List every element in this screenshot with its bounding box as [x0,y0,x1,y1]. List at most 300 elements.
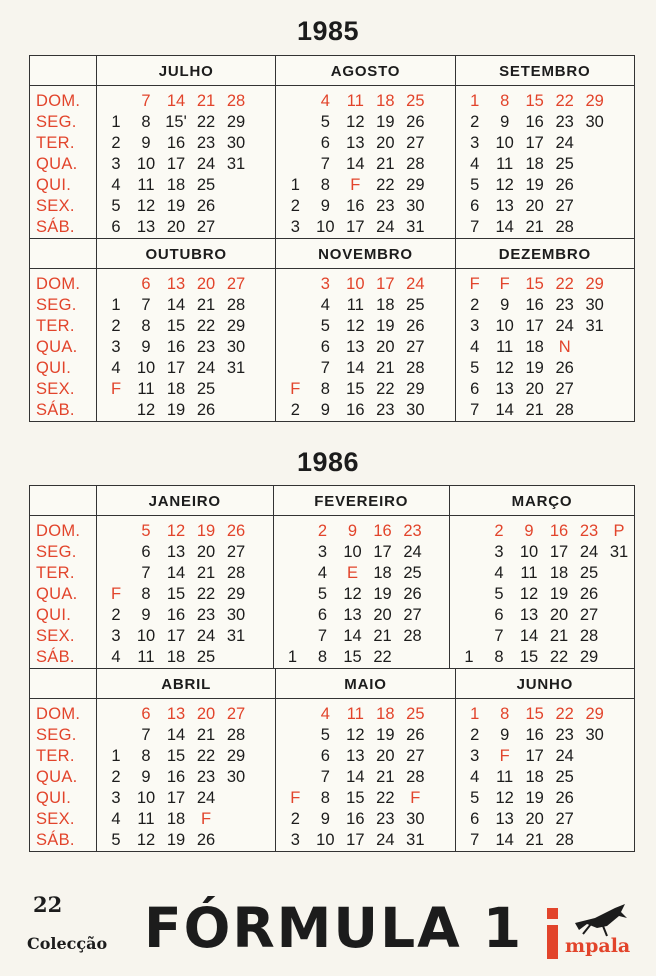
date-cell: 6 [141,543,151,561]
date-cell [101,725,131,746]
collection-label: Colecção [27,934,108,953]
date-cell: 3 [470,747,480,765]
date-cell [221,175,251,196]
date-cell: 23 [196,338,216,356]
weekday-row [276,154,454,175]
date-cell [280,725,310,746]
day-names-column [30,56,97,238]
weekday-row [97,725,275,746]
date-cell: 6 [320,134,330,152]
date-cell: 6 [470,197,480,215]
date-cell: 28 [555,218,574,236]
weekday-row [97,647,273,668]
date-cell: 10 [136,627,156,645]
date-cell: 21 [196,296,216,314]
date-cell: 3 [317,543,328,561]
date-cell: 3 [320,275,330,293]
date-cell: 4 [111,810,121,828]
date-cell: 25 [403,564,422,582]
month-name: MARÇO [450,486,634,516]
date-cell: 12 [166,522,186,540]
date-cell: 28 [226,564,246,582]
weekday-row [276,725,454,746]
month-name: AGOSTO [276,56,454,86]
month-abril [97,669,275,851]
day-name-label: TER. [36,747,75,765]
month-agosto [275,56,454,238]
date-cell: 13 [346,134,365,152]
date-cell: 22 [549,648,569,666]
date-cell: 2 [317,522,328,540]
date-cell: 21 [373,627,392,645]
date-cell [580,746,610,767]
date-cell: 8 [500,705,510,723]
date-cell [604,605,634,626]
date-cell: 2 [470,726,480,744]
date-cell [221,379,251,400]
date-cell: 17 [166,155,186,173]
date-cell: 26 [406,726,425,744]
date-cell: 23 [555,296,574,314]
date-cell: 27 [226,543,246,561]
date-cell: 1 [290,176,300,194]
weekday-row [97,337,275,358]
date-cell [280,746,310,767]
date-cell [454,605,484,626]
day-name-label: QUA. [36,585,78,603]
date-cell: 21 [196,726,216,744]
date-cell: 22 [376,176,395,194]
weekday-row [456,830,634,851]
date-cell: 19 [525,789,544,807]
date-cell: 8 [320,380,330,398]
date-cell: 14 [495,218,514,236]
date-cell: 1 [470,92,480,110]
date-cell: 11 [137,810,155,828]
date-cell: 18 [549,564,569,582]
date-cell: 10 [346,275,365,293]
date-cell [278,542,308,563]
weekday-row [276,767,454,788]
date-cell: 4 [470,768,480,786]
date-cell: 31 [226,359,246,377]
date-cell: 26 [555,359,574,377]
month-name: FEVEREIRO [274,486,450,516]
weekday-row [456,400,634,421]
weekday-row [456,767,634,788]
weekday-row [97,809,275,830]
date-cell: 8 [494,648,504,666]
date-cell: 25 [555,155,574,173]
date-cell: 27 [579,606,599,624]
weekday-row [276,746,454,767]
date-cell: 27 [403,606,422,624]
date-cell: 19 [166,831,186,849]
date-cell: 22 [376,789,395,807]
weekday-row [97,91,275,112]
collection-number: 22 [33,892,63,917]
date-cell: 12 [346,317,365,335]
date-cell: 21 [376,359,395,377]
date-cell: 30 [406,401,425,419]
weekday-row [97,358,275,379]
date-cell [580,217,610,238]
date-cell: 20 [196,275,216,293]
date-cell: 4 [111,359,121,377]
weekday-row [450,647,634,668]
date-cell [221,196,251,217]
date-cell: 10 [495,134,514,152]
date-cell: 17 [525,747,544,765]
date-cell: 11 [496,338,514,356]
date-cell: 7 [320,768,330,786]
date-cell: 14 [495,831,514,849]
month-name: DEZEMBRO [456,239,634,269]
date-cell: 17 [549,543,569,561]
day-name-label: QUI. [36,176,72,194]
date-cell [454,584,484,605]
date-cell: 20 [373,606,392,624]
month-name: JUNHO [456,669,634,699]
date-cell: 23 [196,606,216,624]
date-cell: 16 [346,197,365,215]
date-cell: 26 [579,585,599,603]
date-cell [580,154,610,175]
weekday-row [276,175,454,196]
date-cell: 19 [376,317,395,335]
day-name-label: SÁB. [36,401,75,419]
weekday-row [97,274,275,295]
date-cell: 13 [166,543,186,561]
weekday-row [450,521,634,542]
date-cell: 2 [290,810,300,828]
date-cell: 8 [141,113,151,131]
weekday-row [456,295,634,316]
date-cell: 23 [403,522,422,540]
date-cell [101,400,131,421]
date-cell [604,626,634,647]
date-cell: 23 [196,134,216,152]
weekday-row [456,274,634,295]
date-cell: 17 [166,359,186,377]
date-cell: 8 [141,747,151,765]
date-cell: 14 [343,627,362,645]
date-cell: 29 [226,317,246,335]
date-cell: 22 [196,317,216,335]
date-cell: 25 [196,176,216,194]
month-junho [455,669,634,851]
date-cell: 22 [196,747,216,765]
date-cell: 10 [343,543,362,561]
date-cell: 16 [166,606,186,624]
date-cell: 25 [196,380,216,398]
date-cell: 12 [346,113,365,131]
date-cell: 7 [470,218,480,236]
day-name-label: DOM. [36,92,81,110]
date-cell: 30 [406,197,425,215]
date-cell: 2 [470,296,480,314]
month-name: JULHO [97,56,275,86]
date-cell: 15 [166,747,186,765]
month-name: ABRIL [97,669,275,699]
date-cell: 17 [166,627,186,645]
date-cell: 3 [470,317,480,335]
date-cell [278,584,308,605]
weekday-row [97,316,275,337]
brand-title: FÓRMULA 1 [144,896,524,960]
date-cell: 12 [136,197,156,215]
weekday-row [276,133,454,154]
day-names-column [30,239,97,421]
weekday-row [450,605,634,626]
weekday-row [276,316,454,337]
date-cell [278,605,308,626]
date-cell: 15 [346,789,365,807]
date-cell [280,358,310,379]
date-cell: 19 [166,197,186,215]
date-cell [221,647,251,668]
date-cell: 20 [376,338,395,356]
date-cell: 31 [226,627,246,645]
date-cell: 16 [346,810,365,828]
weekday-row [276,830,454,851]
weekday-row [456,358,634,379]
day-names-column [30,486,97,668]
date-cell [280,133,310,154]
date-cell: 15 [525,275,544,293]
weekday-row [450,563,634,584]
date-cell: 27 [226,705,246,723]
weekday-row [97,746,275,767]
date-cell [580,133,610,154]
date-cell: 12 [136,401,156,419]
date-cell: 6 [141,705,151,723]
date-cell: 12 [495,789,514,807]
date-cell: 5 [320,726,330,744]
date-cell: 7 [141,564,151,582]
date-cell: 19 [373,585,392,603]
date-cell: 17 [373,543,392,561]
date-cell [280,704,310,725]
date-cell: 25 [196,648,216,666]
date-cell: 21 [196,92,216,110]
date-cell: 14 [519,627,539,645]
date-cell [580,358,610,379]
calendar-1986 [29,485,635,852]
date-cell: 7 [320,155,330,173]
date-cell: 18 [166,176,186,194]
date-cell: 11 [346,92,364,110]
date-cell: 15' [165,113,187,131]
date-cell [280,767,310,788]
date-cell: 24 [406,275,425,293]
date-cell [580,830,610,851]
date-cell: 22 [196,113,216,131]
date-cell: 29 [585,705,604,723]
weekday-row [97,112,275,133]
date-cell: 3 [494,543,504,561]
date-cell [101,91,131,112]
date-cell: 4 [470,338,480,356]
date-cell: 16 [346,401,365,419]
date-cell: 4 [317,564,328,582]
date-cell [604,647,634,668]
calendar-1985 [29,55,635,422]
date-cell: 27 [226,275,246,293]
weekday-row [97,767,275,788]
date-cell: 18 [525,155,544,173]
date-cell: 10 [136,359,156,377]
date-cell: 10 [136,789,156,807]
date-cell: 9 [141,338,151,356]
date-cell [580,400,610,421]
date-cell: 27 [555,380,574,398]
date-cell: 29 [226,747,246,765]
date-cell [280,154,310,175]
month-setembro [455,56,634,238]
date-cell: F [110,585,122,603]
date-cell: 15 [166,585,186,603]
weekday-row [274,521,450,542]
date-cell [580,337,610,358]
date-cell: 9 [320,401,330,419]
date-cell: 21 [376,768,395,786]
date-cell: 24 [196,789,216,807]
weekday-row [97,379,275,400]
weekday-row [97,830,275,851]
date-cell: 4 [320,92,330,110]
date-cell: 23 [555,726,574,744]
date-cell: 14 [346,359,365,377]
date-cell [280,295,310,316]
date-cell: 11 [346,296,364,314]
weekday-row [97,788,275,809]
date-cell: 10 [495,317,514,335]
date-cell: 30 [406,810,425,828]
date-cell: 18 [525,768,544,786]
date-cell: 9 [141,606,151,624]
month-name: JANEIRO [97,486,273,516]
date-cell: 22 [373,648,392,666]
day-name-label: SEX. [36,810,75,828]
date-cell: 13 [166,275,186,293]
date-cell: 19 [549,585,569,603]
date-cell: 15 [346,380,365,398]
weekday-row [276,379,454,400]
date-cell: 8 [320,789,330,807]
date-cell: 4 [320,296,330,314]
date-cell: 25 [406,92,425,110]
date-cell: 18 [166,380,186,398]
date-cell: 6 [317,606,328,624]
date-cell: 17 [525,134,544,152]
date-cell: 5 [317,585,328,603]
day-name-label: SÁB. [36,648,75,666]
date-cell: 28 [555,401,574,419]
date-cell [580,379,610,400]
date-cell: F [410,789,421,807]
weekday-row [450,584,634,605]
date-cell: 29 [226,585,246,603]
day-name-label: QUA. [36,155,78,173]
date-cell: 2 [494,522,504,540]
date-cell: 10 [316,831,335,849]
date-cell: 19 [376,113,395,131]
date-cell: 20 [376,134,395,152]
date-cell [580,809,610,830]
date-cell: 7 [141,92,151,110]
date-cell: N [558,338,571,356]
date-cell: 21 [525,401,544,419]
date-cell [221,217,251,238]
date-cell: 26 [555,789,574,807]
weekday-row [97,584,273,605]
date-cell: 24 [555,747,574,765]
date-cell: 6 [320,338,330,356]
date-cell [101,521,131,542]
date-cell: 26 [226,522,246,540]
weekday-row [456,217,634,238]
date-cell: 22 [555,92,574,110]
date-cell: 11 [346,705,364,723]
weekday-row [456,196,634,217]
date-cell: 24 [376,218,395,236]
date-cell: 2 [290,401,300,419]
day-name-label: QUI. [36,789,72,807]
day-name-label: TER. [36,317,75,335]
month-name: NOVEMBRO [276,239,454,269]
date-cell: 7 [470,401,480,419]
date-cell: 29 [585,275,604,293]
date-cell: 5 [141,522,151,540]
date-cell: 10 [519,543,539,561]
weekday-row [456,704,634,725]
date-cell: 12 [346,726,365,744]
month-janeiro [97,486,273,668]
date-cell: 2 [111,606,121,624]
date-cell: 29 [579,648,599,666]
month-name: OUTUBRO [97,239,275,269]
date-cell: 3 [111,155,121,173]
date-cell: 9 [500,113,510,131]
date-cell: 9 [524,522,534,540]
date-cell: 20 [196,705,216,723]
date-cell: 20 [196,543,216,561]
date-cell: 12 [519,585,539,603]
date-cell [604,584,634,605]
impala-logo-icon [535,898,645,968]
date-cell: 24 [196,155,216,173]
date-cell: 28 [403,627,422,645]
weekday-row [97,626,273,647]
month-maio [275,669,454,851]
date-cell: 11 [496,768,514,786]
weekday-row [276,274,454,295]
day-name-label: QUI. [36,359,72,377]
date-cell: 26 [196,401,216,419]
date-cell: 4 [320,705,330,723]
date-cell: 12 [495,359,514,377]
date-cell: 22 [555,275,574,293]
date-cell: 19 [196,522,216,540]
date-cell: 17 [166,789,186,807]
day-name-label: SEG. [36,726,77,744]
weekday-row [456,112,634,133]
weekday-row [276,217,454,238]
date-cell: 12 [136,831,156,849]
month-row [30,238,634,421]
date-cell: 18 [525,338,544,356]
